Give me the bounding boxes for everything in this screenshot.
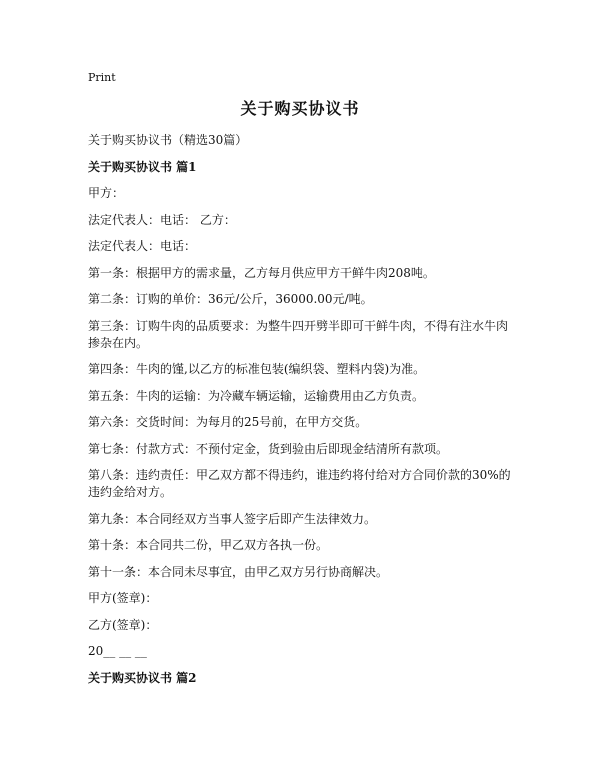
section-2-heading: 关于购买协议书 篇2 [88, 670, 197, 685]
clause-5: 第五条：牛肉的运输：为冷藏车辆运输，运输费用由乙方负责。 [88, 388, 425, 403]
legal-rep-line-a: 法定代表人：电话： 乙方： [88, 212, 236, 227]
clause-3: 第三条：订购牛肉的品质要求：为整牛四开劈半即可干鲜牛肉，不得有注水牛肉掺杂在内。 [88, 318, 509, 350]
print-link[interactable]: Print [88, 71, 116, 84]
document-title: 关于购买协议书 [240, 99, 360, 118]
clause-4: 第四条：牛肉的馑,以乙方的标准包装(编织袋、塑料内袋)为准。 [88, 362, 426, 376]
party-b-signature: 乙方(签章)： [88, 617, 158, 632]
clause-8: 第八条：违约责任：甲乙双方都不得违约，谁违约将付给对方合同价款的30%的违约金给对方。 [88, 468, 511, 499]
party-a-line: 甲方： [88, 186, 125, 200]
clause-9: 第九条：本合同经双方当事人签字后即产生法律效力。 [88, 511, 377, 526]
clause-2: 第二条：订购的单价：36元/公斤，36000.00元/吨。 [88, 292, 373, 306]
party-a-signature: 甲方(签章)： [88, 591, 158, 605]
clause-1: 第一条：根据甲方的需求量，乙方每月供应甲方干鲜牛肉208吨。 [88, 265, 435, 280]
clause-10: 第十条：本合同共二份，甲乙双方各执一份。 [88, 538, 329, 552]
clause-6: 第六条：交货时间：为每月的25号前，在甲方交货。 [88, 415, 368, 429]
subtitle: 关于购买协议书（精选30篇） [88, 133, 248, 147]
section-1-heading: 关于购买协议书 篇1 [88, 159, 197, 174]
clause-7: 第七条：付款方式：不预付定金，货到验由后即现金结清所有款项。 [88, 441, 449, 456]
date-line: 20__ __ __ [88, 644, 147, 658]
document-body [88, 132, 514, 696]
legal-rep-line-b: 法定代表人：电话： [88, 239, 197, 253]
clause-11: 第十一条：本合同未尽事宜，由甲乙双方另行协商解决。 [88, 564, 389, 579]
